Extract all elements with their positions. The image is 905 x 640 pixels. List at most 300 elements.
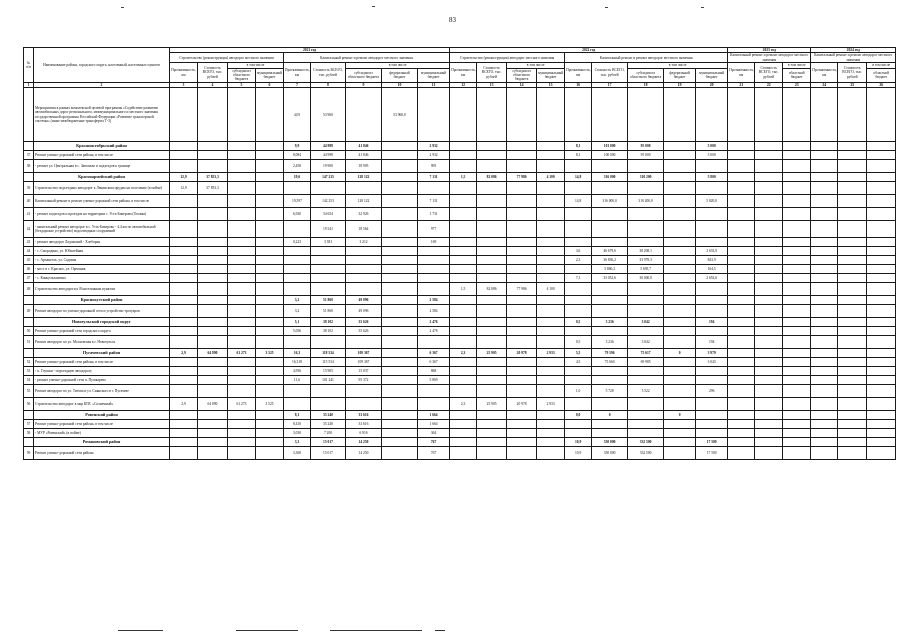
value-cell — [477, 265, 507, 274]
row-name: - ремонт ул. Центральная в с. Заволжье и подъездов к границе — [34, 160, 170, 173]
value-cell — [198, 283, 228, 296]
value-cell — [477, 142, 507, 151]
value-cell — [755, 256, 783, 265]
row-number: 38 — [24, 160, 34, 173]
value-cell — [382, 247, 418, 256]
value-cell: 37 853,3 — [198, 173, 228, 182]
leaf-header: Протяженность, км — [565, 63, 592, 83]
value-cell — [418, 283, 450, 296]
value-cell — [537, 438, 565, 447]
value-cell: 3 381 — [311, 238, 346, 247]
value-cell: 95 000 — [628, 142, 664, 151]
value-cell — [565, 283, 592, 296]
value-cell — [382, 447, 418, 460]
value-cell — [284, 265, 311, 274]
value-cell — [592, 398, 628, 411]
value-cell — [664, 376, 696, 385]
value-cell — [867, 411, 896, 420]
value-cell — [450, 438, 477, 447]
value-cell — [664, 274, 696, 283]
value-cell: 82 086 — [477, 283, 507, 296]
row-name: Ремонт автодорог по ул. Московская в г. Новоеульск — [34, 336, 170, 349]
sub-header: в том числе — [228, 63, 284, 68]
value-cell — [382, 429, 418, 438]
value-cell — [450, 182, 477, 195]
value-cell — [537, 208, 565, 221]
value-cell — [198, 420, 228, 429]
value-cell: 332 500 — [628, 438, 664, 447]
value-cell — [228, 305, 256, 318]
value-cell — [228, 160, 256, 173]
value-cell — [256, 318, 284, 327]
value-cell — [256, 247, 284, 256]
value-cell: 61 273 — [228, 398, 256, 411]
value-cell — [783, 318, 811, 327]
value-cell — [311, 398, 346, 411]
value-cell: 8,410 — [284, 420, 311, 429]
value-cell — [170, 142, 198, 151]
row-name: Ремонт улично-дорожной сети городского округа — [34, 327, 170, 336]
row-number: 55 — [24, 385, 34, 398]
value-cell — [838, 398, 867, 411]
value-cell — [755, 247, 783, 256]
value-cell — [537, 367, 565, 376]
row-number — [24, 318, 34, 327]
value-cell — [228, 195, 256, 208]
value-cell — [450, 221, 477, 238]
row-number: 43 — [24, 238, 34, 247]
value-cell: 3 042 — [628, 336, 664, 349]
value-cell — [537, 411, 565, 420]
value-cell — [838, 195, 867, 208]
scan-speck — [121, 7, 124, 8]
value-cell: 18 905 — [346, 160, 382, 173]
value-cell — [811, 151, 838, 160]
leaf-header: субсидии из областного бюджета — [628, 68, 664, 82]
value-cell — [382, 142, 418, 151]
value-cell: 3 212 — [346, 238, 382, 247]
value-cell — [256, 447, 284, 460]
value-cell — [537, 447, 565, 460]
value-cell — [696, 88, 728, 142]
value-cell: 296 — [696, 385, 728, 398]
row-name: Ремонт улично-дорожной сети района, в том числе — [34, 420, 170, 429]
value-cell — [170, 274, 198, 283]
district-row — [24, 318, 896, 327]
value-cell — [838, 142, 867, 151]
value-cell: 3,030 — [284, 429, 311, 438]
value-cell — [450, 367, 477, 376]
value-cell — [382, 221, 418, 238]
table-row — [24, 305, 896, 318]
value-cell: 5 000 — [696, 142, 728, 151]
value-cell — [170, 411, 198, 420]
value-cell — [382, 398, 418, 411]
value-cell: 2 933 — [537, 398, 565, 411]
value-cell — [228, 411, 256, 420]
value-cell — [838, 336, 867, 349]
value-cell — [811, 429, 838, 438]
scan-speck — [605, 7, 608, 8]
value-cell — [664, 367, 696, 376]
value-cell — [477, 296, 507, 305]
value-cell — [838, 256, 867, 265]
row-number: 37 — [24, 151, 34, 160]
value-cell — [728, 398, 755, 411]
value-cell — [477, 438, 507, 447]
value-cell — [811, 327, 838, 336]
value-cell — [198, 327, 228, 336]
row-number: 51 — [24, 336, 34, 349]
value-cell — [728, 376, 755, 385]
value-cell — [418, 398, 450, 411]
value-cell — [450, 296, 477, 305]
value-cell — [811, 385, 838, 398]
value-cell — [783, 367, 811, 376]
value-cell — [507, 274, 537, 283]
value-cell: 19,597 — [284, 195, 311, 208]
value-cell — [537, 151, 565, 160]
value-cell — [537, 358, 565, 367]
value-cell — [311, 283, 346, 296]
value-cell: 316 000 — [592, 173, 628, 182]
value-cell — [382, 349, 418, 358]
value-cell — [838, 296, 867, 305]
value-cell — [592, 429, 628, 438]
value-cell — [592, 420, 628, 429]
value-cell — [728, 318, 755, 327]
value-cell — [811, 283, 838, 296]
value-cell — [477, 238, 507, 247]
value-cell — [755, 195, 783, 208]
row-name: Строительство автодороги к Я населенным пунктам — [34, 283, 170, 296]
value-cell — [755, 142, 783, 151]
value-cell: 2 933 — [537, 349, 565, 358]
value-cell — [228, 327, 256, 336]
value-cell — [755, 358, 783, 367]
value-cell: 69 985 — [628, 358, 664, 367]
value-cell: 332 500 — [628, 447, 664, 460]
row-name: Мероприятия в рамках комплексной целевой программы «Содействие развитию автомобильных дорог регионального, межмуниципального и местного значения государственной программы Российской Федерации «Развитие транспортной системы» (иные межбюджетные трансферты Т-3) — [34, 88, 170, 142]
value-cell — [198, 429, 228, 438]
value-cell: 32 926 — [346, 208, 382, 221]
table-row — [24, 367, 896, 376]
value-cell: 100 000 — [592, 151, 628, 160]
leaf-header: федеральный бюджет — [382, 68, 418, 82]
value-cell — [838, 274, 867, 283]
value-cell: 77 986 — [507, 283, 537, 296]
value-cell — [728, 349, 755, 358]
row-name: Строительство подъездных автодорог к Ленинским прудам на поселение (в пойме) — [34, 182, 170, 195]
sub-header: в том числе — [867, 63, 896, 68]
value-cell — [811, 221, 838, 238]
group-header: Строительство (реконструкция) автодорог местного значения — [450, 53, 565, 63]
value-cell — [728, 221, 755, 238]
value-cell — [867, 398, 896, 411]
value-cell — [867, 283, 896, 296]
value-cell: 2 584 — [418, 305, 450, 318]
value-cell: 5 869 — [418, 376, 450, 385]
value-cell — [256, 376, 284, 385]
value-cell — [811, 256, 838, 265]
value-cell: 3,3 — [284, 438, 311, 447]
value-cell: 8,1 — [565, 151, 592, 160]
value-cell — [382, 296, 418, 305]
value-cell — [811, 438, 838, 447]
value-cell — [838, 182, 867, 195]
value-cell — [256, 151, 284, 160]
column-number: 7 — [284, 82, 311, 87]
value-cell: 15 017 — [311, 447, 346, 460]
value-cell: 5,056 — [284, 327, 311, 336]
value-cell — [477, 358, 507, 367]
value-cell — [170, 367, 198, 376]
value-cell — [755, 265, 783, 274]
value-cell: 44 998 — [311, 142, 346, 151]
value-cell — [228, 336, 256, 349]
value-cell — [537, 247, 565, 256]
value-cell — [664, 160, 696, 173]
table-row — [24, 447, 896, 460]
value-cell — [477, 182, 507, 195]
leaf-header: Стоимость ВСЕГО, тыс. рублей — [592, 63, 628, 83]
value-cell: 977 — [418, 221, 450, 238]
district-row — [24, 173, 896, 182]
value-cell: 9,9 — [284, 142, 311, 151]
value-cell: 350 000 — [592, 447, 628, 460]
table-row — [24, 247, 896, 256]
value-cell — [256, 88, 284, 142]
value-cell: 0,223 — [284, 238, 311, 247]
value-cell — [198, 376, 228, 385]
value-cell — [565, 376, 592, 385]
value-cell: 12,9 — [170, 182, 198, 195]
value-cell — [755, 420, 783, 429]
value-cell — [477, 151, 507, 160]
value-cell — [811, 447, 838, 460]
value-cell — [811, 376, 838, 385]
value-cell — [418, 182, 450, 195]
scan-speck — [372, 6, 375, 7]
value-cell — [507, 151, 537, 160]
value-cell — [838, 367, 867, 376]
value-cell — [811, 411, 838, 420]
value-cell — [382, 265, 418, 274]
value-cell: 843,9 — [696, 256, 728, 265]
value-cell — [228, 367, 256, 376]
leaf-header: областной бюджет — [867, 68, 896, 82]
value-cell — [256, 336, 284, 349]
row-number: 47 — [24, 274, 34, 283]
value-cell — [228, 142, 256, 151]
value-cell — [565, 429, 592, 438]
value-cell — [728, 274, 755, 283]
value-cell: 14 250 — [346, 447, 382, 460]
value-cell — [838, 420, 867, 429]
row-number: 46 — [24, 265, 34, 274]
value-cell — [565, 88, 592, 142]
value-cell — [696, 327, 728, 336]
value-cell — [228, 447, 256, 460]
value-cell: 2 652,6 — [696, 274, 728, 283]
value-cell — [507, 367, 537, 376]
value-cell — [664, 385, 696, 398]
value-cell: 7,1 — [565, 274, 592, 283]
value-cell — [664, 327, 696, 336]
value-cell — [696, 208, 728, 221]
value-cell — [783, 160, 811, 173]
group-header: Капитальный ремонт и ремонт автодорог местного значения — [811, 53, 896, 63]
value-cell — [811, 274, 838, 283]
value-cell — [170, 221, 198, 238]
value-cell — [867, 208, 896, 221]
column-number: 22 — [755, 82, 783, 87]
value-cell — [811, 208, 838, 221]
value-cell — [198, 336, 228, 349]
value-cell — [228, 296, 256, 305]
value-cell: 8,1 — [565, 142, 592, 151]
table-row — [24, 429, 896, 438]
value-cell — [477, 376, 507, 385]
value-cell — [592, 296, 628, 305]
row-number: 59 — [24, 447, 34, 460]
value-cell — [284, 256, 311, 265]
value-cell — [592, 221, 628, 238]
value-cell — [664, 208, 696, 221]
value-cell — [592, 327, 628, 336]
value-cell: 25 905 — [477, 349, 507, 358]
value-cell — [450, 238, 477, 247]
table-row — [24, 420, 896, 429]
value-cell — [284, 336, 311, 349]
value-cell — [256, 438, 284, 447]
row-number: 58 — [24, 429, 34, 438]
value-cell — [838, 447, 867, 460]
value-cell: 194 — [696, 336, 728, 349]
value-cell — [664, 398, 696, 411]
value-cell: 4 100 — [537, 173, 565, 182]
value-cell — [418, 247, 450, 256]
value-cell — [728, 238, 755, 247]
group-header: Капитальный ремонт и ремонт автодорог местного значения — [728, 53, 811, 63]
value-cell — [664, 318, 696, 327]
value-cell — [450, 429, 477, 438]
value-cell — [565, 296, 592, 305]
value-cell: 364 — [418, 429, 450, 438]
value-cell — [628, 398, 664, 411]
value-cell — [811, 358, 838, 367]
value-cell — [450, 265, 477, 274]
value-cell — [628, 160, 664, 173]
value-cell: 6 916 — [346, 429, 382, 438]
value-cell — [867, 88, 896, 142]
table-row — [24, 160, 896, 173]
value-cell — [507, 160, 537, 173]
column-number: 12 — [450, 82, 477, 87]
value-cell: 20 978 — [507, 349, 537, 358]
value-cell — [450, 358, 477, 367]
value-cell — [284, 385, 311, 398]
table-row — [24, 256, 896, 265]
value-cell — [755, 385, 783, 398]
value-cell: 12,9 — [170, 173, 198, 182]
value-cell — [450, 256, 477, 265]
value-cell — [198, 385, 228, 398]
value-cell: 19 900 — [311, 160, 346, 173]
value-cell — [170, 283, 198, 296]
value-cell — [228, 283, 256, 296]
value-cell — [507, 376, 537, 385]
row-name: Ремонт улично-дорожной сети района — [34, 447, 170, 460]
table-row — [24, 88, 896, 142]
value-cell — [811, 398, 838, 411]
column-number: 16 — [565, 82, 592, 87]
row-number: 44 — [24, 247, 34, 256]
year-2024: 2024 год — [811, 48, 896, 53]
value-cell — [592, 283, 628, 296]
column-number: 26 — [867, 82, 896, 87]
value-cell: 868 — [418, 367, 450, 376]
group-header: Строительство (реконструкция) автодорог местного значения — [170, 53, 284, 63]
value-cell — [507, 88, 537, 142]
leaf-header: субсидии из областного бюджета — [228, 68, 256, 82]
value-cell: 64 890 — [198, 349, 228, 358]
value-cell: 19 541 — [311, 221, 346, 238]
value-cell — [628, 429, 664, 438]
value-cell: 41 846 — [346, 151, 382, 160]
value-cell — [198, 265, 228, 274]
value-cell — [592, 182, 628, 195]
value-cell — [664, 429, 696, 438]
value-cell — [198, 151, 228, 160]
value-cell — [728, 438, 755, 447]
value-cell — [728, 367, 755, 376]
value-cell: 36 836,2 — [592, 256, 628, 265]
value-cell — [755, 173, 783, 182]
value-cell — [170, 420, 198, 429]
value-cell — [838, 318, 867, 327]
value-cell — [628, 305, 664, 318]
value-cell: 10,9 — [565, 438, 592, 447]
value-cell — [811, 420, 838, 429]
value-cell — [418, 336, 450, 349]
value-cell — [477, 274, 507, 283]
value-cell — [198, 88, 228, 142]
value-cell: 49 096 — [346, 305, 382, 318]
value-cell — [507, 142, 537, 151]
value-cell — [565, 327, 592, 336]
value-cell: 1,5 — [450, 173, 477, 182]
district-row — [24, 142, 896, 151]
value-cell: 0 — [592, 411, 628, 420]
value-cell — [783, 336, 811, 349]
value-cell — [382, 195, 418, 208]
value-cell — [311, 274, 346, 283]
value-cell — [755, 238, 783, 247]
value-cell — [198, 195, 228, 208]
value-cell — [867, 221, 896, 238]
value-cell — [507, 429, 537, 438]
value-cell — [170, 429, 198, 438]
column-number: 24 — [811, 82, 838, 87]
value-cell: 3 042 — [628, 318, 664, 327]
value-cell — [256, 160, 284, 173]
value-cell — [537, 238, 565, 247]
value-cell — [664, 283, 696, 296]
value-cell — [256, 182, 284, 195]
value-cell — [228, 420, 256, 429]
leaf-header: Стоимость ВСЕГО, тыс. рублей — [198, 63, 228, 83]
